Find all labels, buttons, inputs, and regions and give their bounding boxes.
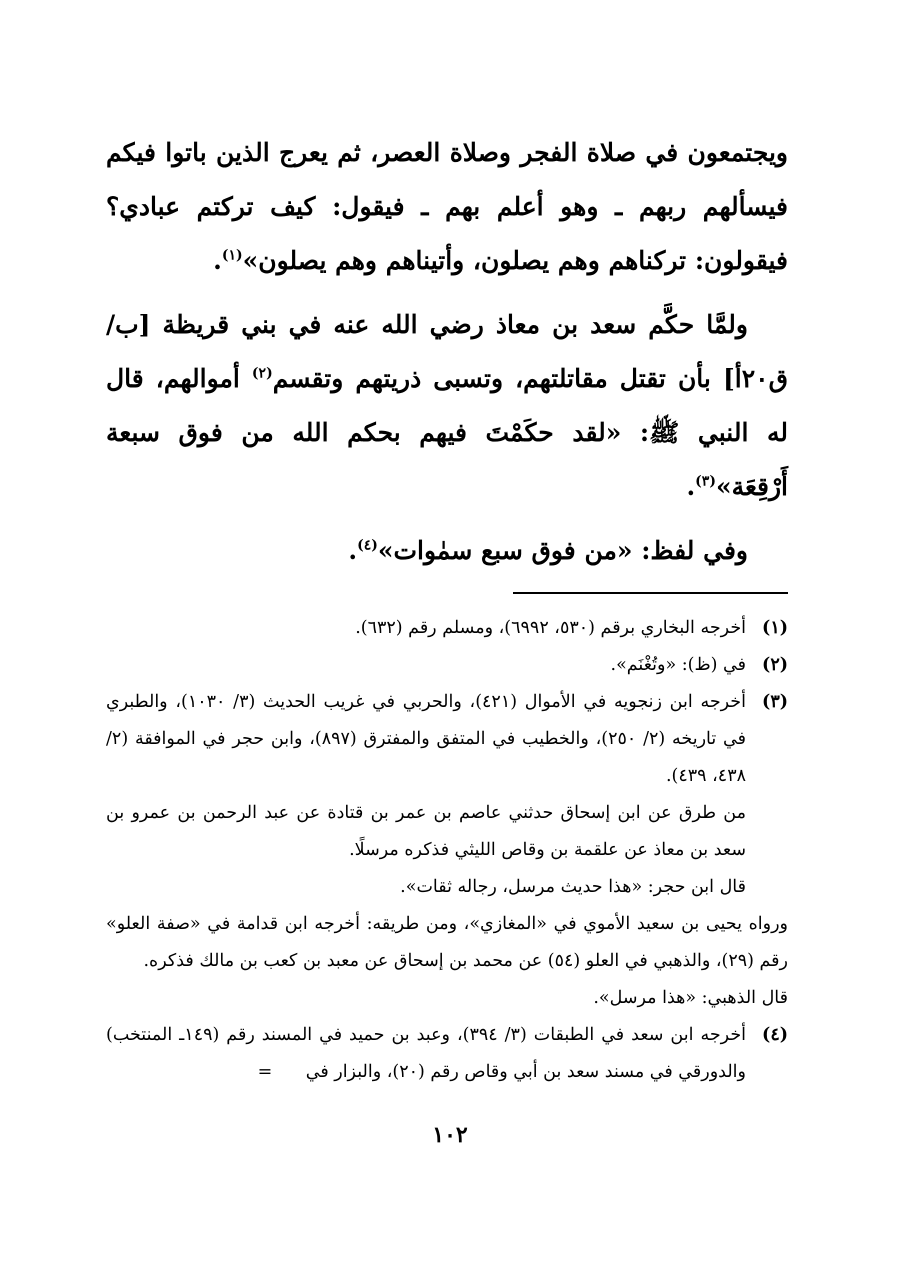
- footnote-line: أخرجه ابن زنجويه في الأموال (٤٢١)، والحربي في غريب الحديث (٣/ ١٠٣٠)، والطبري في تاريخه (٢/ ٢٥٠)، والخطيب في المتفق والمفترق (٨٩٧)، وابن حجر في الموافقة (٢/ ٤٣٨، ٤٣٩).: [106, 692, 746, 786]
- footnote-line: قال ابن حجر: «هذا حديث مرسل، رجاله ثقات».: [400, 877, 746, 897]
- footnote-ref-2[interactable]: (٢): [251, 365, 273, 382]
- footnote-3: [106, 684, 788, 906]
- footnote-line: من طرق عن ابن إسحاق حدثني عاصم بن عمر بن قتادة عن عبد الرحمن بن عمرو بن سعد بن معاذ عن علقمة بن وقاص الليثي فذكره مرسلًا.: [106, 803, 746, 860]
- paragraph-1-text: ويجتمعون في صلاة الفجر وصلاة العصر، ثم يعرج الذين باتوا فيكم فيسألهم ربهم ـ وهو أعلم بهم ـ فيقول: كيف تركتم عبادي؟ فيقولون: تركناهم وهم يصلون، وأتيناهم وهم يصلون»: [106, 138, 788, 275]
- footnotes: [106, 610, 788, 1091]
- paragraph-2-text: ولمَّا حكَّم سعد بن معاذ رضي الله عنه في بني قريظة [ب/ ق٢٠أ] بأن تقتل مقاتلتهم، وتسبى ذريتهم وتقسم: [106, 310, 788, 393]
- footnote-line: في (ظ): «وتُغْنَم».: [610, 655, 746, 675]
- footnote-body: [106, 647, 746, 684]
- footnote-separator-wrap: [106, 592, 788, 594]
- footnote-line: [106, 1017, 746, 1091]
- footnote-3-continuation: ورواه يحيى بن سعيد الأموي في «المغازي»، ومن طريقه: أخرجه ابن قدامة في «صفة العلو» رقم (٢٩)، والذهبي في العلو (٥٤) عن محمد بن إسحاق عن معبد بن كعب بن مالك فذكره.: [106, 914, 788, 971]
- page-content: [106, 126, 788, 1091]
- footnote-body: [106, 684, 746, 906]
- paragraph-2-end: .: [686, 472, 696, 501]
- continuation-mark: =: [257, 1062, 273, 1082]
- footnote-4-text: أخرجه ابن سعد في الطبقات (٣/ ٣٩٤)، وعبد بن حميد في المسند رقم (١٤٩ـ المنتخب) والدورقي في مسند سعد بن أبي وقاص رقم (٢٠)، والبزار في: [106, 1025, 746, 1082]
- footnote-ref-3[interactable]: (٣): [695, 473, 716, 490]
- footnote-ref-1[interactable]: (١): [221, 247, 243, 264]
- page-number: ١٠٢: [432, 1122, 468, 1148]
- footnote-1: [106, 610, 788, 647]
- footnote-body: [106, 1017, 746, 1091]
- footnote-number: (٢): [762, 655, 788, 675]
- paragraph-3-end: .: [348, 536, 358, 565]
- footnote-3-quote: قال الذهبي: «هذا مرسل».: [593, 988, 788, 1008]
- paragraph-3: [106, 524, 788, 578]
- paragraph-1-end: .: [213, 246, 222, 275]
- footnote-ref-4[interactable]: (٤): [357, 537, 378, 554]
- footnote-line: أخرجه البخاري برقم (٥٣٠، ٦٩٩٢)، ومسلم رقم (٦٣٢).: [355, 618, 746, 638]
- footnote-number: (١): [762, 618, 788, 638]
- footnote-separator: [513, 592, 788, 594]
- paragraph-2: [106, 298, 788, 514]
- footnote-number: (٤): [762, 1025, 788, 1045]
- paragraph-3-text: وفي لفظ: «من فوق سبع سمٰوات»: [377, 536, 748, 565]
- footnote-number: (٣): [762, 692, 788, 712]
- main-text: [106, 126, 788, 578]
- footnote-4: [106, 1017, 788, 1091]
- footnote-2: [106, 647, 788, 684]
- paragraph-1: [106, 126, 788, 288]
- footnote-body: [106, 610, 746, 647]
- paragraph-2-text-cont: أموالهم، قال له النبي ﷺ: «لقد حكَمْتَ فيهم بحكم الله من فوق سبعة أَرْقِعَة»: [106, 364, 788, 501]
